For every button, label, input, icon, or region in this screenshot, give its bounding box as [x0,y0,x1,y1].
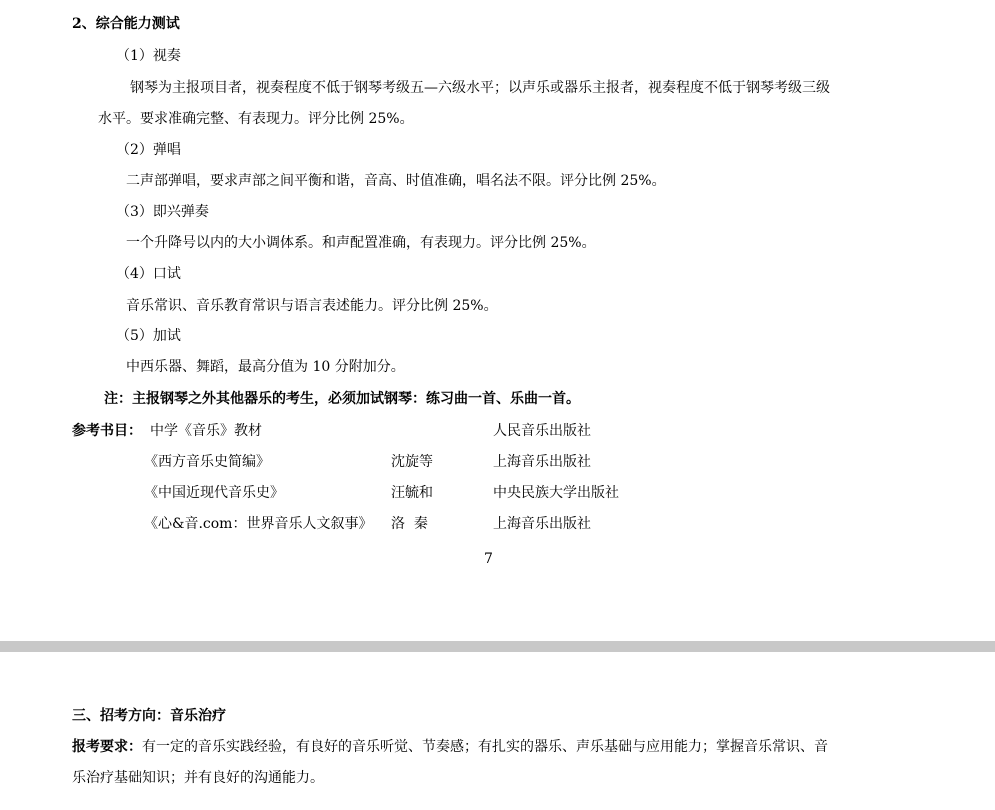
item-4-body: 音乐常识、音乐教育常识与语言表述能力。评分比例 25%。 [126,298,498,314]
reference-publisher-1: 人民音乐出版社 [493,423,591,439]
item-4-title: （4）口试 [116,266,181,282]
item-2-body: 二声部弹唱，要求声部之间平衡和谐，音高、时值准确，唱名法不限。评分比例 25%。 [126,173,666,189]
requirements-text-1: 有一定的音乐实践经验，有良好的音乐听觉、节奏感；有扎实的器乐、声乐基础与应用能力；掌握音乐常识、音 [142,739,828,755]
item-5-title: （5）加试 [116,328,181,344]
reference-publisher-2: 上海音乐出版社 [493,454,591,470]
reference-author-4: 洛 秦 [391,516,428,532]
note-text: 注：主报钢琴之外其他器乐的考生，必须加试钢琴：练习曲一首、乐曲一首。 [104,391,580,407]
reference-title-3: 《中国近现代音乐史》 [144,485,284,501]
item-3-body: 一个升降号以内的大小调体系。和声配置准确，有表现力。评分比例 25%。 [126,235,596,251]
reference-author-2: 沈旋等 [391,454,433,470]
reference-publisher-3: 中央民族大学出版社 [493,485,619,501]
reference-title-4: 《心&音.com：世界音乐人文叙事》 [144,516,373,532]
page-separator [0,641,995,652]
page-number: 7 [484,551,493,567]
item-2-title: （2）弹唱 [116,142,181,158]
item-1-title: （1）视奏 [116,48,181,64]
reference-title-1: 中学《音乐》教材 [150,423,262,439]
section-2-title: 2、综合能力测试 [72,16,180,32]
requirements-line-2: 乐治疗基础知识；并有良好的沟通能力。 [72,770,324,786]
item-5-body: 中西乐器、舞蹈，最高分值为 10 分附加分。 [126,359,405,375]
item-1-body-line-2: 水平。要求准确完整、有表现力。评分比例 25%。 [98,111,414,127]
reference-label: 参考书目： [72,423,142,439]
reference-title-2: 《西方音乐史简编》 [144,454,270,470]
requirements-line-1 [72,737,828,757]
section-3-title: 三、招考方向：音乐治疗 [72,708,226,724]
reference-author-3: 汪毓和 [391,485,433,501]
requirements-label: 报考要求： [72,739,142,755]
item-1-body-line-1: 钢琴为主报项目者，视奏程度不低于钢琴考级五—六级水平；以声乐或器乐主报者，视奏程度不低于钢琴考级三级 [130,80,830,96]
reference-publisher-4: 上海音乐出版社 [493,516,591,532]
item-3-title: （3）即兴弹奏 [116,204,209,220]
